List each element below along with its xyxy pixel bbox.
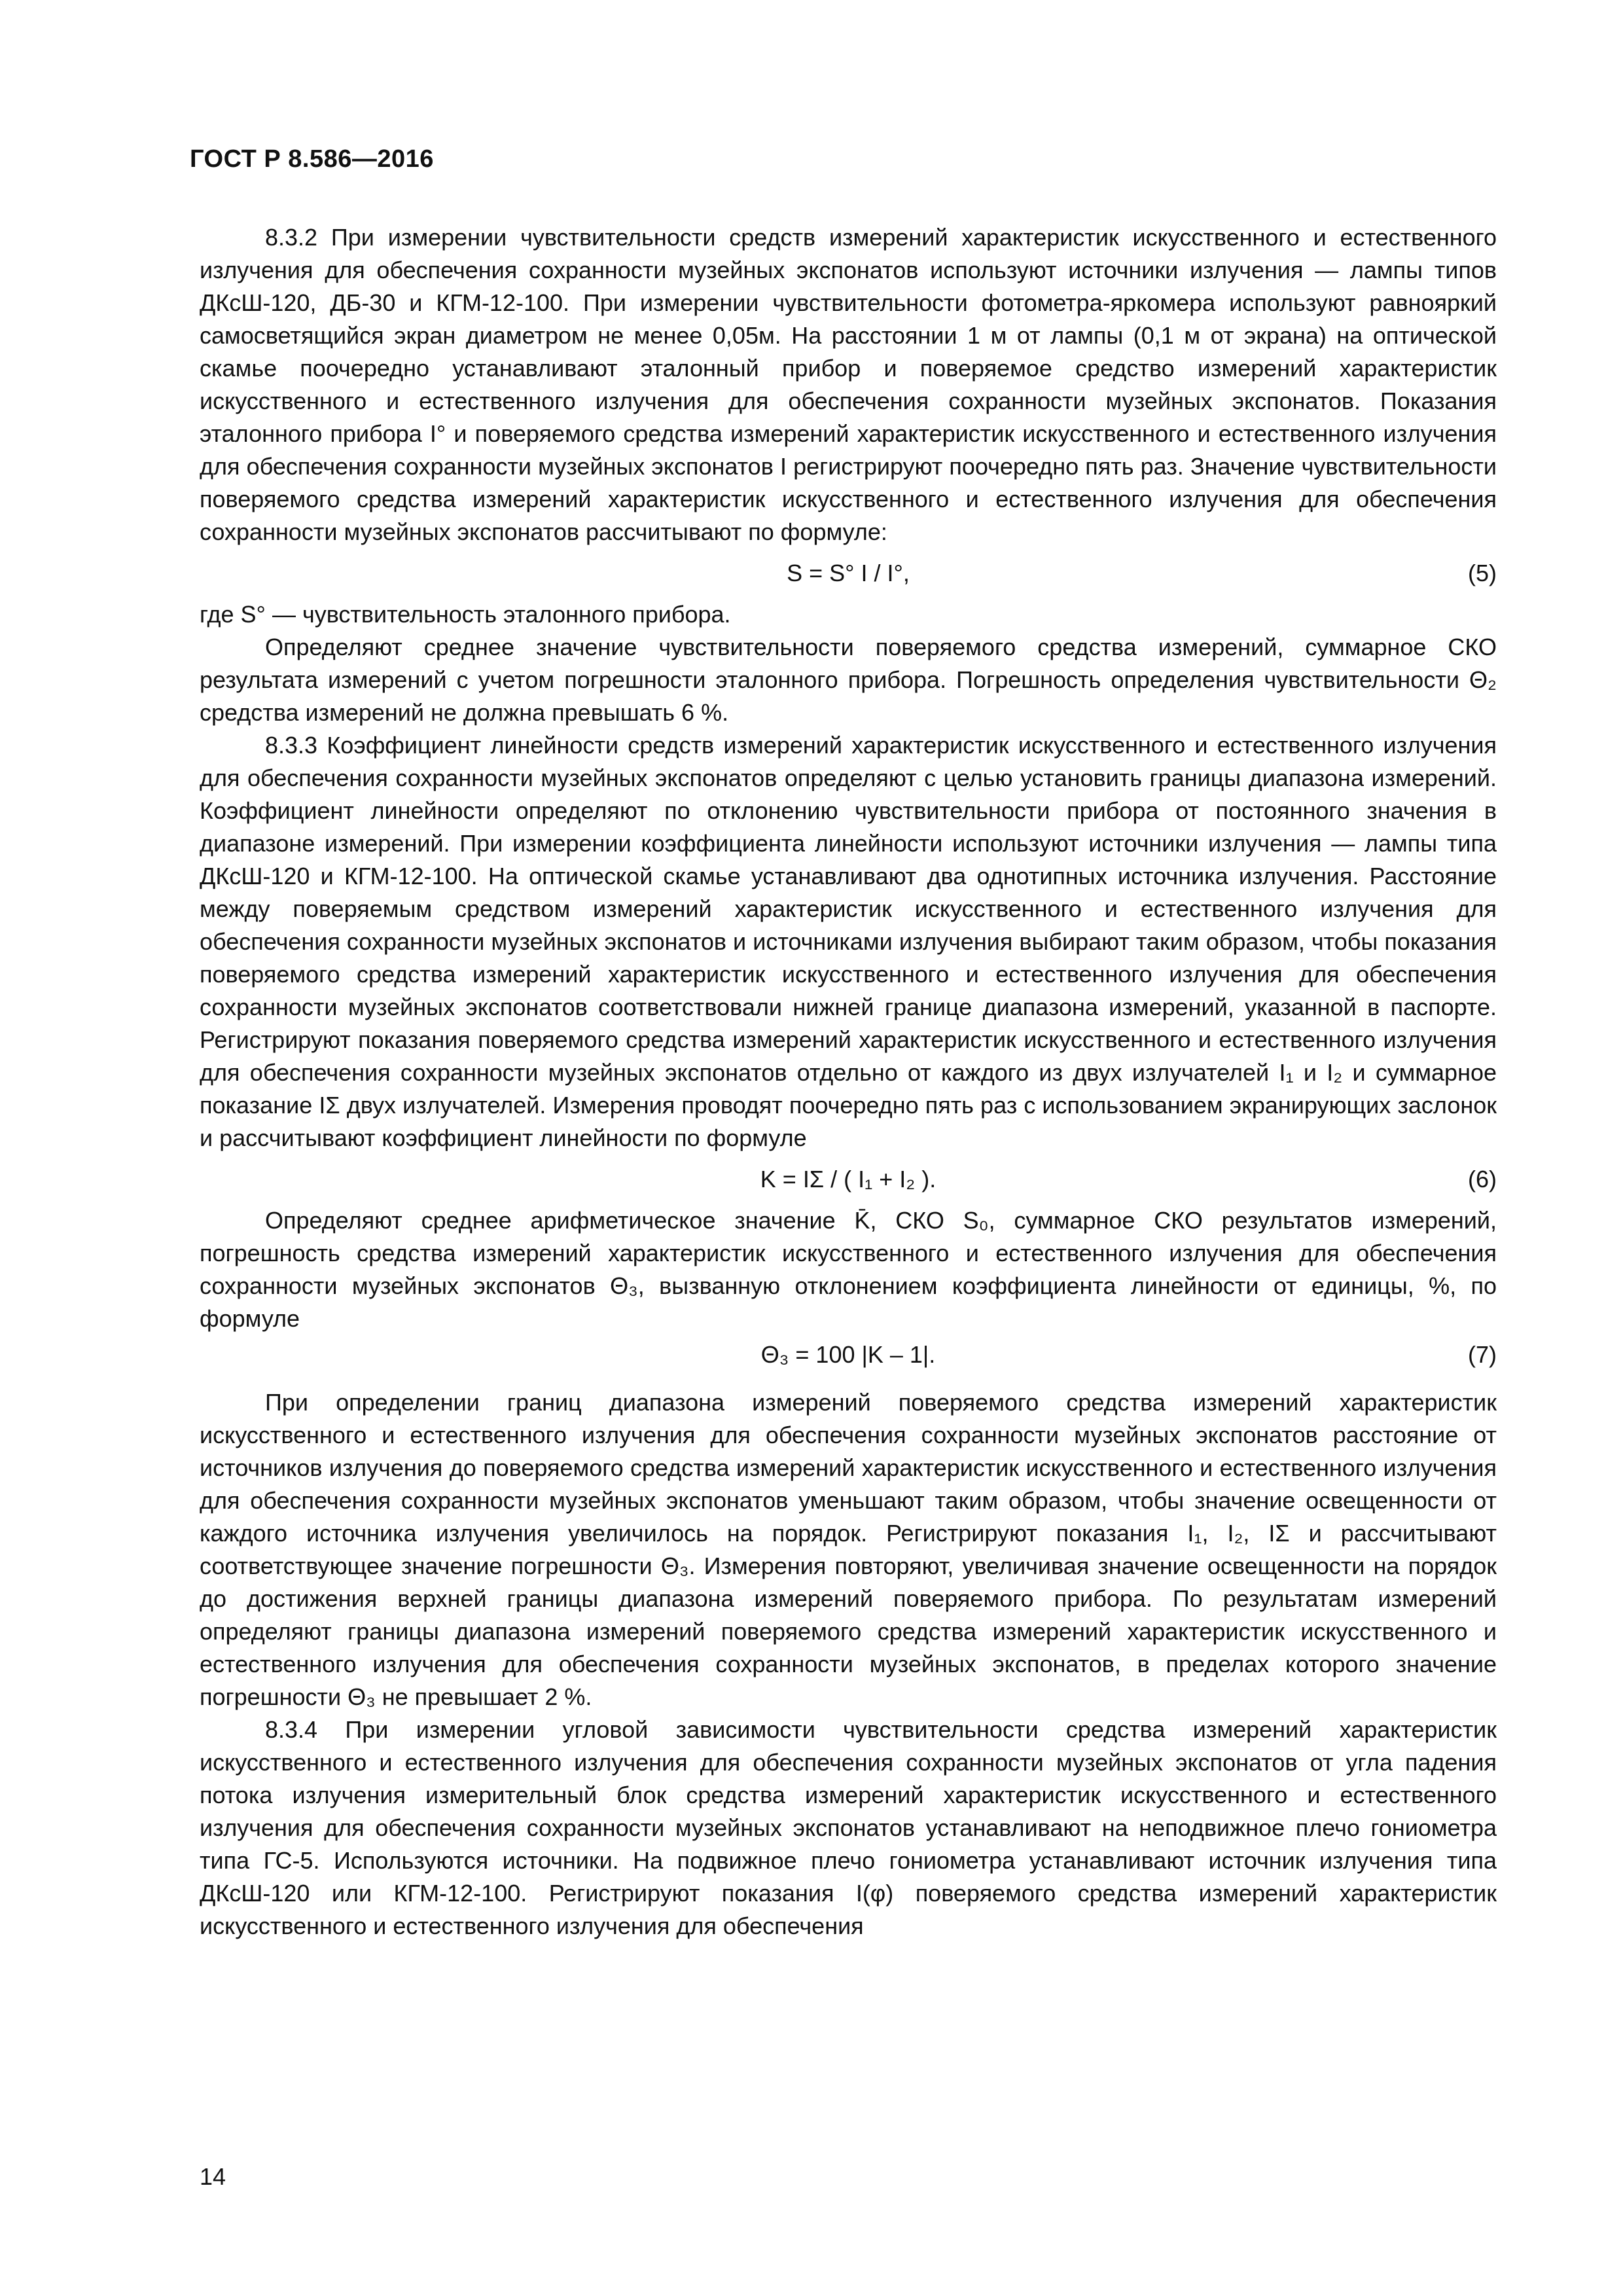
paragraph-mean-sensitivity: Определяют среднее значение чувствительности поверяемого средства измерений, суммарное СКО результата измерений с учетом погрешности эталонного прибора. Погрешность определения чувствительности Θ₂ средства измерений не должна превышать 6 %. (200, 634, 1497, 726)
formula-5 (200, 552, 1497, 594)
paragraph-mean-arithmetic: Определяют среднее арифметическое значение K̄, СКО S₀, суммарное СКО результатов измерений, погрешность средства измерений характеристик искусственного и естественного излучения для обеспечения сохранности музейных экспонатов Θ₃, вызванную отклонением коэффициента линейности от единицы, %, по формуле (200, 1207, 1497, 1332)
document-header: ГОСТ Р 8.586—2016 (190, 145, 434, 173)
paragraph-where: где S° — чувствительность эталонного прибора. (200, 601, 731, 628)
formula-7 (200, 1336, 1497, 1373)
formula-5-expression: S = S° I / I°, (787, 560, 910, 586)
paragraph-8-3-3: 8.3.3 Коэффициент линейности средств измерений характеристик искусственного и естественного излучения для обеспечения сохранности музейных экспонатов определяют с целью установить границы диапазона измерений. Коэффициент линейности определяют по отклонению чувствительности прибора от постоянного значения в диапазоне измерений. При измерении коэффициента линейности используют источники излучения — лампы типа ДКсШ-120 и КГМ-12-100. На оптической скамье устанавливают два однотипных источника излучения. Расстояние между поверяемым средством измерений характеристик искусственного и естественного излучения для обеспечения сохранности музейных экспонатов и источниками излучения выбирают таким образом, чтобы показания поверяемого средства измерений характеристик искусственного и естественного излучения для обеспечения сохранности музейных экспонатов соответствовали нижней границе диапазона измерений, указанной в паспорте. Регистрируют показания поверяемого средства измерений характеристик искусственного и естественного излучения для обеспечения сохранности музейных экспонатов отдельно от каждого из двух излучателей I₁ и I₂ и суммарное показание IΣ двух излучателей. Измерения проводят поочередно пять раз с использованием экранирующих заслонок и рассчитывают коэффициент линейности по формуле (200, 732, 1497, 1151)
formula-7-expression: Θ₃ = 100 |K – 1|. (760, 1341, 936, 1368)
formula-7-number: (7) (1468, 1341, 1497, 1368)
paragraph-range-boundaries: При определении границ диапазона измерений поверяемого средства измерений характеристик искусственного и естественного излучения для обеспечения сохранности музейных экспонатов расстояние от источников излучения до поверяемого средства измерений характеристик искусственного и естественного излучения для обеспечения сохранности музейных экспонатов уменьшают таким образом, чтобы значение освещенности от каждого источника излучения увеличилось на порядок. Регистрируют показания I₁, I₂, IΣ и рассчитывают соответствующее значение погрешности Θ₃. Измерения повторяют, увеличивая значение освещенности на порядок до достижения верхней границы диапазона измерений поверяемого прибора. По результатам измерений определяют границы диапазона измерений поверяемого средства измерений характеристик искусственного и естественного излучения для обеспечения сохранности музейных экспонатов, в пределах которого значение погрешности Θ₃ не превышает 2 %. (200, 1389, 1497, 1710)
formula-6 (200, 1158, 1497, 1200)
document-body (200, 221, 1497, 1943)
paragraph-8-3-2: 8.3.2 При измерении чувствительности средств измерений характеристик искусственного и естественного излучения для обеспечения сохранности музейных экспонатов используют источники излучения — лампы типов ДКсШ-120, ДБ-30 и КГМ-12-100. При измерении чувствительности фотометра-яркомера используют равнояркий самосветящийся экран диаметром не менее 0,05м. На расстоянии 1 м от лампы (0,1 м от экрана) на оптической скамье поочередно устанавливают эталонный прибор и поверяемое средство измерений характеристик искусственного и естественного излучения для обеспечения сохранности музейных экспонатов. Показания эталонного прибора I° и поверяемого средства измерений характеристик искусственного и естественного излучения для обеспечения сохранности музейных экспонатов I регистрируют поочередно пять раз. Значение чувствительности поверяемого средства измерений характеристик искусственного и естественного излучения для обеспечения сохранности музейных экспонатов рассчитывают по формуле: (200, 224, 1497, 545)
formula-6-expression: K = IΣ / ( I₁ + I₂ ). (760, 1166, 936, 1193)
formula-6-number: (6) (1468, 1166, 1497, 1193)
page-number: 14 (200, 2163, 226, 2190)
paragraph-8-3-4: 8.3.4 При измерении угловой зависимости чувствительности средства измерений характеристик искусственного и естественного излучения для обеспечения сохранности музейных экспонатов от угла падения потока излучения измерительный блок средства измерений характеристик искусственного и естественного излучения для обеспечения сохранности музейных экспонатов устанавливают на неподвижное плечо гониометра типа ГС-5. Используются источники. На подвижное плечо гониометра устанавливают источник излучения типа ДКсШ-120 или КГМ-12-100. Регистрируют показания I(φ) поверяемого средства измерений характеристик искусственного и естественного излучения для обеспечения (200, 1716, 1497, 1939)
formula-5-number: (5) (1468, 560, 1497, 586)
